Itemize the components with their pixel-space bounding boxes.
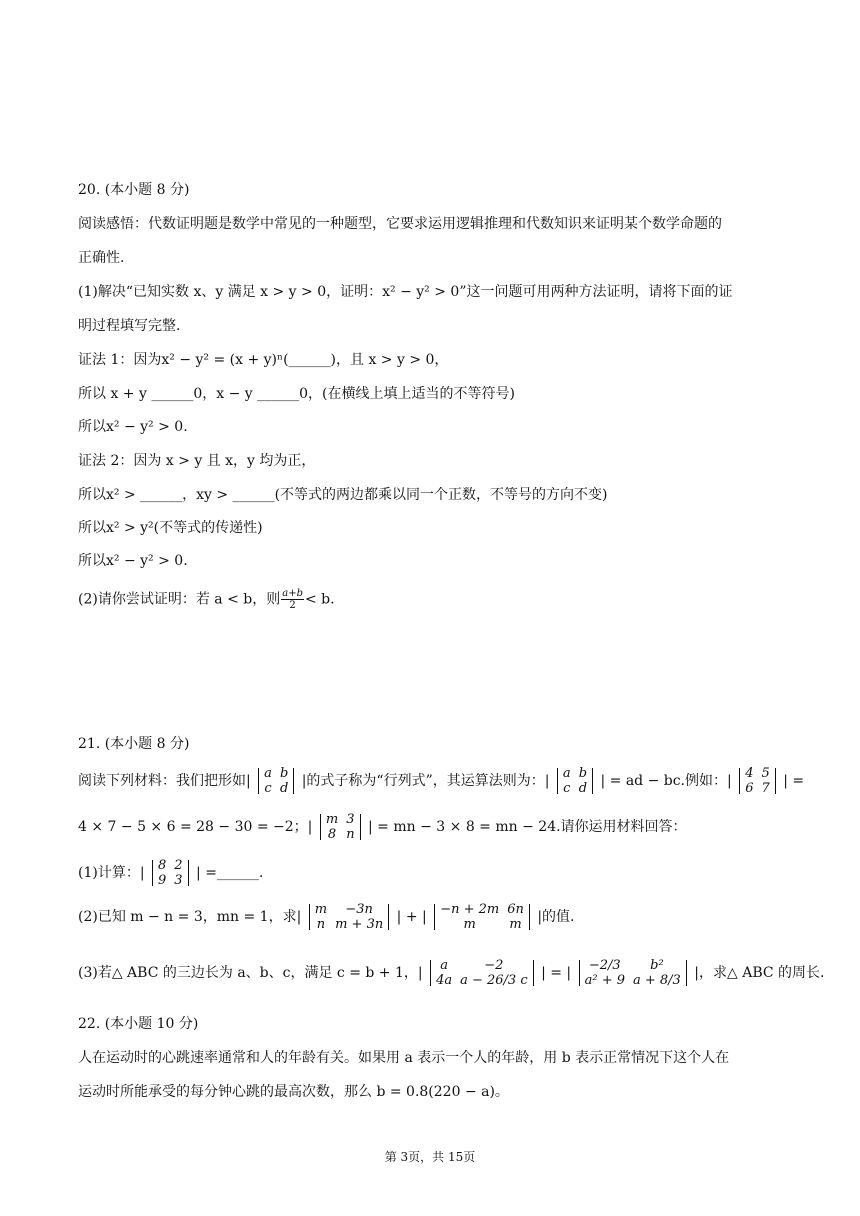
text: (3)若△ ABC 的三边长为 a、b、c，满足 c = b + 1，| <box>78 965 423 981</box>
q21-part2 <box>78 900 575 934</box>
determinant-entry: m <box>509 917 522 932</box>
q20-intro-line1: 阅读感悟：代数证明题是数学中常见的一种题型，它要求运用逻辑推理和代数知识来证明某个数学命题的 <box>78 216 722 232</box>
determinant-entry: 2 <box>174 858 183 873</box>
determinant-entry: 4a <box>436 973 453 988</box>
determinant-bar <box>579 960 580 986</box>
determinant-entry: a <box>562 766 571 781</box>
q20-part1-line1: (1)解决“已知实数 x、y 满足 x > y > 0，证明：x² − y² > 0”这一问题可用两种方法证明，请将下面的证 <box>78 284 733 300</box>
determinant-8293 <box>151 858 190 888</box>
text: |，求△ ABC 的周长. <box>694 965 825 981</box>
determinant-entry: m <box>325 812 339 827</box>
q21-part3 <box>78 948 825 998</box>
page-footer: 第 3页，共 15页 <box>384 1150 476 1164</box>
q20-method2-line2: 所以x² > ______，xy > ______(不等式的两边都乘以同一个正数，不等号的方向不变) <box>78 487 608 503</box>
fraction-numerator: a+b <box>282 588 303 599</box>
determinant-entry: −2/3 <box>588 958 621 973</box>
determinant-entry: −n + 2m <box>440 902 500 917</box>
q22-header: 22. (本小题 10 分) <box>78 1016 199 1032</box>
determinant-entry: m <box>314 902 328 917</box>
q20-method1-line3: 所以x² − y² > 0. <box>78 419 188 435</box>
determinant-bar <box>557 768 558 794</box>
q21-header: 21. (本小题 8 分) <box>78 736 190 752</box>
text: | + | <box>396 909 427 925</box>
q20-method2-line1: 证法 2：因为 x > y 且 x，y 均为正， <box>78 453 316 469</box>
determinant-bar <box>592 768 593 794</box>
determinant-bar <box>533 960 534 986</box>
determinant-bar <box>739 768 740 794</box>
text: | = mn − 3 × 8 = mn − 24.请你运用材料回答： <box>368 819 687 835</box>
determinant-p3-right <box>578 958 688 988</box>
q20-intro-line2: 正确性. <box>78 250 125 266</box>
text: 4 × 7 − 5 × 6 = 28 − 30 = −2；| <box>78 819 313 835</box>
text: | = | <box>541 965 572 981</box>
determinant-entry: b <box>279 766 289 781</box>
determinant-bar <box>686 960 687 986</box>
text: 阅读下列材料：我们把形如| <box>78 773 251 789</box>
q20-method2-line3: 所以x² > y²(不等式的传递性) <box>78 520 263 536</box>
determinant-bar <box>360 814 361 840</box>
determinant-entry: a² + 9 <box>584 973 625 988</box>
q22-line2: 运动时所能承受的每分钟心跳的最高次数，那么 b = 0.8(220 − a)。 <box>78 1084 509 1100</box>
q21-material-line1 <box>78 764 804 798</box>
text: (2)已知 m − n = 3，mn = 1，求| <box>78 909 302 925</box>
fraction-denominator: 2 <box>289 600 296 611</box>
determinant-bar <box>430 960 431 986</box>
determinant-entry: 7 <box>761 781 770 796</box>
determinant-bar <box>775 768 776 794</box>
determinant-entry: a − 26/3 c <box>460 973 528 988</box>
fraction <box>281 588 304 611</box>
determinant-entry: 6n <box>507 902 524 917</box>
determinant-entry: n <box>346 827 355 842</box>
q20-part2 <box>78 588 335 611</box>
text: (1)计算：| <box>78 865 145 881</box>
determinant-entry: b² <box>650 958 664 973</box>
determinant-bar <box>293 768 294 794</box>
q20-method1-line2: 所以 x + y ______0，x − y ______0，(在横线上填上适当的不等符号) <box>78 386 515 402</box>
determinant-p2-left <box>308 902 390 932</box>
determinant-entry: 8 <box>327 827 337 842</box>
q20-part2-text: (2)请你尝试证明：若 a < b，则 <box>78 591 281 608</box>
determinant-entry: −3n <box>345 902 373 917</box>
determinant-bar <box>258 768 259 794</box>
text: |的式子称为“行列式”，其运算法则为：| <box>301 773 550 789</box>
determinant-bar <box>388 904 389 930</box>
determinant-entry: 4 <box>745 766 754 781</box>
determinant-entry: c <box>563 781 571 796</box>
determinant-bar <box>152 860 153 886</box>
q21-material-line2 <box>78 810 687 844</box>
q20-method2-line4: 所以x² − y² > 0. <box>78 553 188 569</box>
determinant-bar <box>188 860 189 886</box>
q20-part1-line2: 明过程填写完整. <box>78 318 181 334</box>
determinant-p3-left <box>429 958 535 988</box>
determinant-entry: a <box>264 766 272 781</box>
q22-line1: 人在运动时的心跳速率通常和人的年龄有关。如果用 a 表示一个人的年龄，用 b 表示正常情况下这个人在 <box>78 1050 730 1066</box>
determinant-entry: d <box>578 781 588 796</box>
determinant-entry: c <box>264 781 272 796</box>
q20-method1-line1: 证法 1：因为x² − y² = (x + y)ⁿ(______)，且 x > y > 0， <box>78 352 449 368</box>
q20-part2-tail: < b. <box>304 591 335 608</box>
determinant-entry: 8 <box>158 858 167 873</box>
determinant-entry: d <box>279 781 289 796</box>
q20-header: 20. (本小题 8 分) <box>78 182 190 198</box>
determinant-bar <box>434 904 435 930</box>
determinant-entry: b <box>578 766 588 781</box>
text: |的值. <box>537 909 575 925</box>
determinant-entry: 3 <box>346 812 355 827</box>
determinant-bar <box>529 904 530 930</box>
determinant-entry: a <box>440 958 448 973</box>
determinant-entry: n <box>316 917 326 932</box>
determinant-bar <box>309 904 310 930</box>
q21-part1 <box>78 856 263 890</box>
determinant-m3-8n <box>319 812 362 842</box>
determinant-abcd <box>257 766 295 796</box>
determinant-entry: m + 3n <box>335 917 384 932</box>
text: | =______. <box>196 865 264 881</box>
text: | = <box>783 773 805 789</box>
determinant-entry: m <box>463 917 476 932</box>
determinant-entry: −2 <box>484 958 504 973</box>
determinant-entry: a + 8/3 <box>632 973 681 988</box>
determinant-bar <box>320 814 321 840</box>
determinant-entry: 5 <box>761 766 770 781</box>
determinant-entry: 9 <box>158 873 167 888</box>
determinant-p2-right <box>433 902 531 932</box>
determinant-entry: 3 <box>174 873 183 888</box>
determinant-4567 <box>738 766 777 796</box>
determinant-entry: 6 <box>745 781 754 796</box>
determinant-abcd-rule <box>556 766 594 796</box>
text: | = ad − bc.例如：| <box>600 773 732 789</box>
